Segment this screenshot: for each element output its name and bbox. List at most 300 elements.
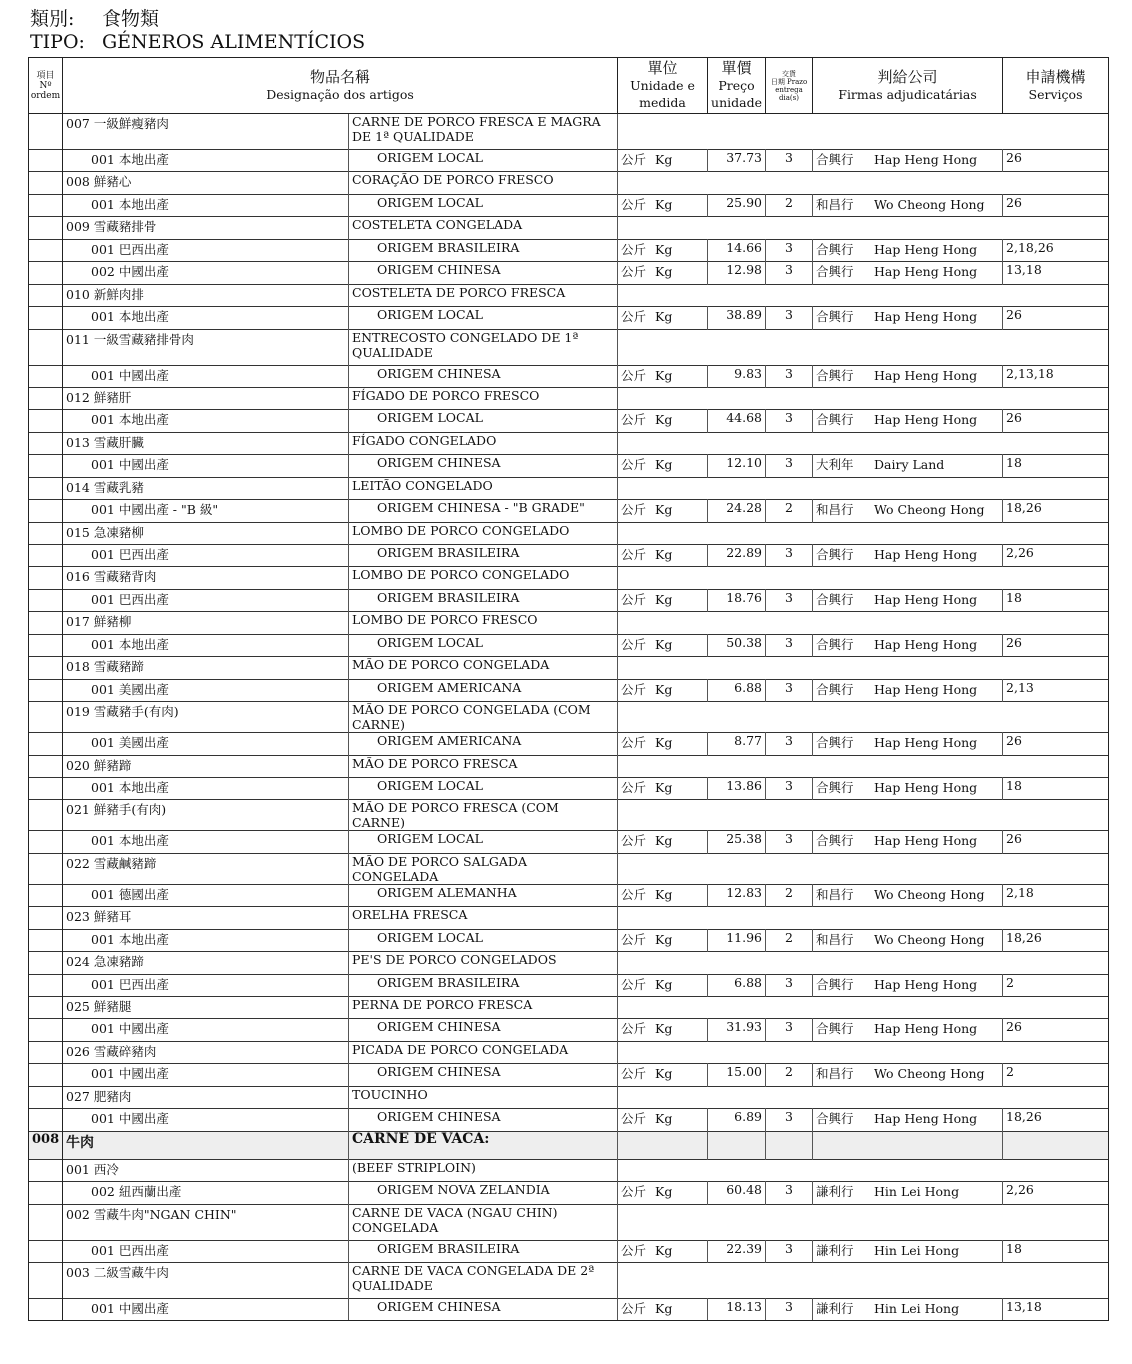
cell-name-pt: TOUCINHO [349, 1086, 618, 1108]
cell-firm [813, 997, 1003, 1019]
firm-name-en: Hap Heng Hong [874, 591, 978, 607]
unit-kg: Kg [655, 1066, 673, 1082]
cell-name-pt: (BEEF STRIPLOIN) [349, 1159, 618, 1181]
table-row [29, 455, 1109, 477]
cell-delivery-days [766, 1204, 813, 1240]
category-line [30, 8, 159, 30]
unit-kg: Kg [655, 309, 673, 325]
unit-kg: Kg [655, 833, 673, 849]
cell-item-no [29, 114, 63, 150]
cell-delivery-days: 3 [766, 1298, 813, 1320]
cell-name-zh: 017 鮮豬柳 [63, 612, 349, 634]
unit-zh: 公斤 [621, 591, 647, 607]
cell-name-zh: 001 本地出產 [63, 634, 349, 656]
group-row [29, 284, 1109, 306]
cell-firm [813, 284, 1003, 306]
cell-item-no [29, 884, 63, 906]
cell-name-zh: 001 巴西出產 [63, 545, 349, 567]
cell-services: 18 [1003, 1240, 1109, 1262]
cell-delivery-days [766, 702, 813, 733]
cell-unit [618, 307, 708, 329]
cell-name-zh: 008 鮮豬心 [63, 172, 349, 194]
cell-name-pt: ORIGEM CHINESA [349, 1298, 618, 1320]
cell-price: 18.13 [708, 1298, 766, 1320]
cell-unit [618, 1262, 708, 1298]
cell-name-zh: 018 雪藏豬蹄 [63, 657, 349, 679]
cell-unit [618, 217, 708, 239]
col-firm: 判給公司 Firmas adjudicatárias [813, 58, 1003, 114]
cell-delivery-days [766, 657, 813, 679]
cell-unit [618, 387, 708, 409]
cell-services [1003, 217, 1109, 239]
cell-price: 12.98 [708, 262, 766, 284]
cell-item-no [29, 307, 63, 329]
cell-name-zh: 001 巴西出產 [63, 589, 349, 611]
table-row [29, 679, 1109, 701]
cell-unit [618, 284, 708, 306]
cell-firm [813, 114, 1003, 150]
cell-unit [618, 1182, 708, 1204]
cell-name-pt: ORIGEM BRASILEIRA [349, 1240, 618, 1262]
cell-name-pt: CARNE DE PORCO FRESCA E MAGRA DE 1ª QUALIDADE [349, 114, 618, 150]
cell-firm [813, 907, 1003, 929]
unit-zh: 公斤 [621, 241, 647, 257]
cell-unit [618, 262, 708, 284]
cell-services: 2,18,26 [1003, 239, 1109, 261]
cell-firm [813, 702, 1003, 733]
cell-delivery-days: 3 [766, 455, 813, 477]
unit-kg: Kg [655, 931, 673, 947]
cell-unit [618, 1131, 708, 1159]
group-row [29, 657, 1109, 679]
cell-delivery-days: 3 [766, 974, 813, 996]
cell-name-pt: FÍGADO CONGELADO [349, 432, 618, 454]
firm-name-zh: 合興行 [816, 735, 854, 751]
firm-name-en: Hap Heng Hong [874, 152, 978, 167]
cell-delivery-days [766, 1262, 813, 1298]
firm-name-zh: 和昌行 [816, 502, 854, 518]
cell-item-no [29, 172, 63, 194]
table-row [29, 239, 1109, 261]
cell-delivery-days [766, 114, 813, 150]
unit-zh: 公斤 [621, 1021, 647, 1037]
cell-name-zh: 016 雪藏豬背肉 [63, 567, 349, 589]
cell-price [708, 477, 766, 499]
cell-item-no [29, 679, 63, 701]
col-description: 物品名稱 Designação dos artigos [63, 58, 618, 114]
cell-services: 18,26 [1003, 929, 1109, 951]
group-row [29, 997, 1109, 1019]
cell-firm [813, 329, 1003, 365]
cell-price: 6.89 [708, 1109, 766, 1131]
firm-name-en: Hap Heng Hong [874, 309, 978, 325]
cell-item-no [29, 387, 63, 409]
type-label: TIPO: [30, 31, 85, 53]
cell-name-zh: 026 雪藏碎豬肉 [63, 1041, 349, 1063]
cell-name-zh: 009 雪藏豬排骨 [63, 217, 349, 239]
cell-firm [813, 777, 1003, 799]
cell-unit [618, 522, 708, 544]
cell-price [708, 1159, 766, 1181]
cell-delivery-days: 3 [766, 1109, 813, 1131]
cell-delivery-days [766, 612, 813, 634]
firm-name-en: Wo Cheong Hong [874, 886, 985, 902]
cell-price [708, 952, 766, 974]
unit-zh: 公斤 [621, 412, 647, 428]
unit-zh: 公斤 [621, 1300, 647, 1316]
cell-delivery-days: 3 [766, 262, 813, 284]
table-row [29, 634, 1109, 656]
cell-name-zh: 001 中國出產 [63, 365, 349, 387]
cell-item-no [29, 755, 63, 777]
cell-price: 22.89 [708, 545, 766, 567]
cell-name-pt: ORELHA FRESCA [349, 907, 618, 929]
cell-services [1003, 114, 1109, 150]
firm-name-zh: 合興行 [816, 264, 854, 280]
cell-name-zh: 001 西冷 [63, 1159, 349, 1181]
cell-price [708, 217, 766, 239]
cell-unit [618, 997, 708, 1019]
cell-item-no [29, 410, 63, 432]
group-row [29, 567, 1109, 589]
cell-item-no [29, 733, 63, 755]
cell-services: 2 [1003, 1064, 1109, 1086]
table-row [29, 1182, 1109, 1204]
cell-unit [618, 1041, 708, 1063]
cell-item-no [29, 1086, 63, 1108]
firm-name-zh: 合興行 [816, 152, 854, 167]
cell-item-no [29, 1298, 63, 1320]
cell-unit [618, 1086, 708, 1108]
cell-name-zh: 001 中國出產 [63, 1298, 349, 1320]
unit-zh: 公斤 [621, 1066, 647, 1082]
firm-name-zh: 謙利行 [816, 1242, 854, 1258]
unit-kg: Kg [655, 886, 673, 902]
cell-delivery-days [766, 284, 813, 306]
cell-price [708, 1086, 766, 1108]
cell-delivery-days [766, 755, 813, 777]
cell-firm [813, 952, 1003, 974]
cell-name-pt: COSTELETA DE PORCO FRESCA [349, 284, 618, 306]
cell-name-zh: 024 急凍豬蹄 [63, 952, 349, 974]
cell-firm [813, 853, 1003, 884]
firm-name-en: Hin Lei Hong [874, 1184, 960, 1200]
type-value: GÉNEROS ALIMENTÍCIOS [102, 31, 366, 53]
cell-services [1003, 1159, 1109, 1181]
cell-delivery-days: 3 [766, 777, 813, 799]
cell-price: 18.76 [708, 589, 766, 611]
group-row [29, 1204, 1109, 1240]
cell-name-zh: 002 雪藏牛肉"NGAN CHIN" [63, 1204, 349, 1240]
cell-price [708, 522, 766, 544]
cell-item-no [29, 239, 63, 261]
cell-unit [618, 1240, 708, 1262]
cell-price [708, 1131, 766, 1159]
cell-price [708, 907, 766, 929]
cell-firm [813, 1298, 1003, 1320]
unit-kg: Kg [655, 367, 673, 383]
firm-name-en: Hap Heng Hong [874, 264, 978, 280]
cell-services: 26 [1003, 733, 1109, 755]
cell-services: 18,26 [1003, 500, 1109, 522]
table-row [29, 1064, 1109, 1086]
firm-name-zh: 合興行 [816, 1111, 854, 1127]
firm-name-en: Wo Cheong Hong [874, 502, 985, 518]
cell-name-pt: ORIGEM CHINESA [349, 455, 618, 477]
cell-services [1003, 432, 1109, 454]
cell-name-pt: LEITÃO CONGELADO [349, 477, 618, 499]
cell-name-pt: CARNE DE VACA: [349, 1131, 618, 1159]
unit-kg: Kg [655, 196, 673, 212]
table-row [29, 1240, 1109, 1262]
cell-item-no [29, 702, 63, 733]
cell-delivery-days [766, 907, 813, 929]
cell-unit [618, 455, 708, 477]
cell-delivery-days [766, 853, 813, 884]
cell-services [1003, 1131, 1109, 1159]
unit-kg: Kg [655, 457, 673, 473]
cell-services [1003, 387, 1109, 409]
table-row [29, 1109, 1109, 1131]
section-row [29, 1131, 1109, 1159]
cell-unit [618, 907, 708, 929]
cell-unit [618, 679, 708, 701]
cell-services: 26 [1003, 634, 1109, 656]
cell-name-pt: ORIGEM LOCAL [349, 929, 618, 951]
unit-zh: 公斤 [621, 976, 647, 992]
cell-name-zh: 010 新鮮肉排 [63, 284, 349, 306]
cell-firm [813, 929, 1003, 951]
price-table [28, 57, 1109, 1321]
cell-name-pt: MÃO DE PORCO CONGELADA [349, 657, 618, 679]
unit-kg: Kg [655, 779, 673, 795]
cell-unit [618, 657, 708, 679]
firm-name-en: Hap Heng Hong [874, 547, 978, 562]
table-row [29, 733, 1109, 755]
cell-services [1003, 800, 1109, 831]
unit-zh: 公斤 [621, 833, 647, 849]
table-row [29, 929, 1109, 951]
table-header [29, 58, 1109, 114]
cell-delivery-days: 3 [766, 589, 813, 611]
cell-unit [618, 929, 708, 951]
cell-item-no [29, 217, 63, 239]
cell-services [1003, 329, 1109, 365]
cell-unit [618, 545, 708, 567]
cell-unit [618, 432, 708, 454]
unit-zh: 公斤 [621, 931, 647, 947]
cell-item-no [29, 1019, 63, 1041]
cell-services: 26 [1003, 410, 1109, 432]
cell-services [1003, 657, 1109, 679]
cell-name-pt: ORIGEM LOCAL [349, 777, 618, 799]
cell-price [708, 1204, 766, 1240]
cell-delivery-days: 3 [766, 1240, 813, 1262]
cell-name-pt: ENTRECOSTO CONGELADO DE 1ª QUALIDADE [349, 329, 618, 365]
group-row [29, 477, 1109, 499]
cell-name-zh: 001 中國出產 [63, 455, 349, 477]
cell-services: 18,26 [1003, 1109, 1109, 1131]
cell-delivery-days: 3 [766, 1182, 813, 1204]
cell-unit [618, 172, 708, 194]
firm-name-zh: 合興行 [816, 681, 854, 697]
group-row [29, 329, 1109, 365]
unit-kg: Kg [655, 681, 673, 697]
firm-name-zh: 合興行 [816, 636, 854, 652]
firm-name-en: Hap Heng Hong [874, 833, 978, 849]
cell-services [1003, 907, 1109, 929]
cell-unit [618, 755, 708, 777]
cell-firm [813, 522, 1003, 544]
unit-zh: 公斤 [621, 1111, 647, 1127]
cell-services [1003, 952, 1109, 974]
group-row [29, 172, 1109, 194]
unit-kg: Kg [655, 1111, 673, 1127]
cell-unit [618, 733, 708, 755]
cell-unit [618, 194, 708, 216]
cell-item-no [29, 500, 63, 522]
cell-name-zh: 001 本地出產 [63, 410, 349, 432]
cell-price [708, 329, 766, 365]
cell-name-pt: LOMBO DE PORCO CONGELADO [349, 522, 618, 544]
cell-firm [813, 410, 1003, 432]
cell-firm [813, 432, 1003, 454]
cell-item-no [29, 365, 63, 387]
cell-name-pt: CARNE DE VACA (NGAU CHIN) CONGELADA [349, 1204, 618, 1240]
cell-firm [813, 262, 1003, 284]
cell-unit [618, 800, 708, 831]
cell-delivery-days [766, 387, 813, 409]
firm-name-zh: 合興行 [816, 547, 854, 562]
cell-unit [618, 114, 708, 150]
cell-delivery-days: 3 [766, 679, 813, 701]
cell-services [1003, 172, 1109, 194]
cell-price [708, 1041, 766, 1063]
cell-price: 50.38 [708, 634, 766, 656]
firm-name-zh: 合興行 [816, 412, 854, 428]
cell-name-zh: 牛肉 [63, 1131, 349, 1159]
firm-name-zh: 合興行 [816, 779, 854, 795]
cell-delivery-days: 3 [766, 831, 813, 853]
cell-services: 2,13 [1003, 679, 1109, 701]
unit-kg: Kg [655, 264, 673, 280]
group-row [29, 432, 1109, 454]
cell-name-pt: ORIGEM BRASILEIRA [349, 545, 618, 567]
firm-name-en: Hin Lei Hong [874, 1242, 960, 1258]
cell-unit [618, 500, 708, 522]
cell-price [708, 853, 766, 884]
cell-delivery-days [766, 567, 813, 589]
unit-zh: 公斤 [621, 196, 647, 212]
firm-name-zh: 合興行 [816, 367, 854, 383]
cell-price [708, 432, 766, 454]
cell-item-no [29, 974, 63, 996]
cell-name-pt: ORIGEM CHINESA [349, 1109, 618, 1131]
cell-name-pt: MÃO DE PORCO FRESCA [349, 755, 618, 777]
cell-name-zh: 001 本地出產 [63, 194, 349, 216]
cell-item-no [29, 929, 63, 951]
table-row [29, 307, 1109, 329]
firm-name-en: Wo Cheong Hong [874, 931, 985, 947]
cell-item-no [29, 1182, 63, 1204]
cell-firm [813, 733, 1003, 755]
cell-unit [618, 410, 708, 432]
cell-unit [618, 150, 708, 172]
cell-item-no [29, 634, 63, 656]
col-unit: 單位 Unidade e medida [618, 58, 708, 114]
cell-services [1003, 522, 1109, 544]
cell-delivery-days [766, 172, 813, 194]
cell-name-zh: 002 中國出產 [63, 262, 349, 284]
cell-unit [618, 365, 708, 387]
cell-name-zh: 001 本地出產 [63, 777, 349, 799]
cell-item-no [29, 997, 63, 1019]
cell-name-pt: ORIGEM LOCAL [349, 410, 618, 432]
cell-item-no [29, 477, 63, 499]
table-body [29, 114, 1109, 1321]
firm-name-en: Hap Heng Hong [874, 779, 978, 795]
cell-price [708, 114, 766, 150]
firm-name-en: Hap Heng Hong [874, 412, 978, 428]
cell-name-zh: 020 鮮豬蹄 [63, 755, 349, 777]
cell-services: 26 [1003, 150, 1109, 172]
cell-delivery-days: 3 [766, 307, 813, 329]
cell-price: 15.00 [708, 1064, 766, 1086]
cell-unit [618, 477, 708, 499]
cell-firm [813, 1159, 1003, 1181]
cell-name-pt: ORIGEM AMERICANA [349, 733, 618, 755]
cell-unit [618, 1298, 708, 1320]
unit-zh: 公斤 [621, 636, 647, 652]
cell-firm [813, 477, 1003, 499]
cell-delivery-days [766, 952, 813, 974]
cell-name-zh: 013 雪藏肝臟 [63, 432, 349, 454]
cell-services [1003, 1041, 1109, 1063]
firm-name-en: Hap Heng Hong [874, 636, 978, 652]
cell-services [1003, 755, 1109, 777]
unit-kg: Kg [655, 1242, 673, 1258]
unit-kg: Kg [655, 412, 673, 428]
cell-firm [813, 172, 1003, 194]
cell-item-no [29, 1041, 63, 1063]
cell-firm [813, 365, 1003, 387]
cell-firm [813, 567, 1003, 589]
cell-item-no: 008 [29, 1131, 63, 1159]
unit-zh: 公斤 [621, 779, 647, 795]
col-item: 項目 Nº ordem [29, 58, 63, 114]
cell-name-zh: 001 本地出產 [63, 831, 349, 853]
unit-kg: Kg [655, 976, 673, 992]
cell-name-pt: PE'S DE PORCO CONGELADOS [349, 952, 618, 974]
table-row [29, 1019, 1109, 1041]
cell-delivery-days: 2 [766, 194, 813, 216]
cell-name-pt: ORIGEM LOCAL [349, 634, 618, 656]
cell-item-no [29, 612, 63, 634]
cell-firm [813, 1086, 1003, 1108]
cell-firm [813, 831, 1003, 853]
cell-price [708, 612, 766, 634]
cell-firm [813, 239, 1003, 261]
unit-zh: 公斤 [621, 502, 647, 518]
unit-zh: 公斤 [621, 367, 647, 383]
cell-name-zh: 027 肥豬肉 [63, 1086, 349, 1108]
cell-name-pt: PERNA DE PORCO FRESCA [349, 997, 618, 1019]
firm-name-en: Dairy Land [874, 457, 945, 473]
cell-name-zh: 012 鮮豬肝 [63, 387, 349, 409]
unit-zh: 公斤 [621, 1242, 647, 1258]
firm-name-zh: 謙利行 [816, 1300, 854, 1316]
unit-zh: 公斤 [621, 735, 647, 751]
